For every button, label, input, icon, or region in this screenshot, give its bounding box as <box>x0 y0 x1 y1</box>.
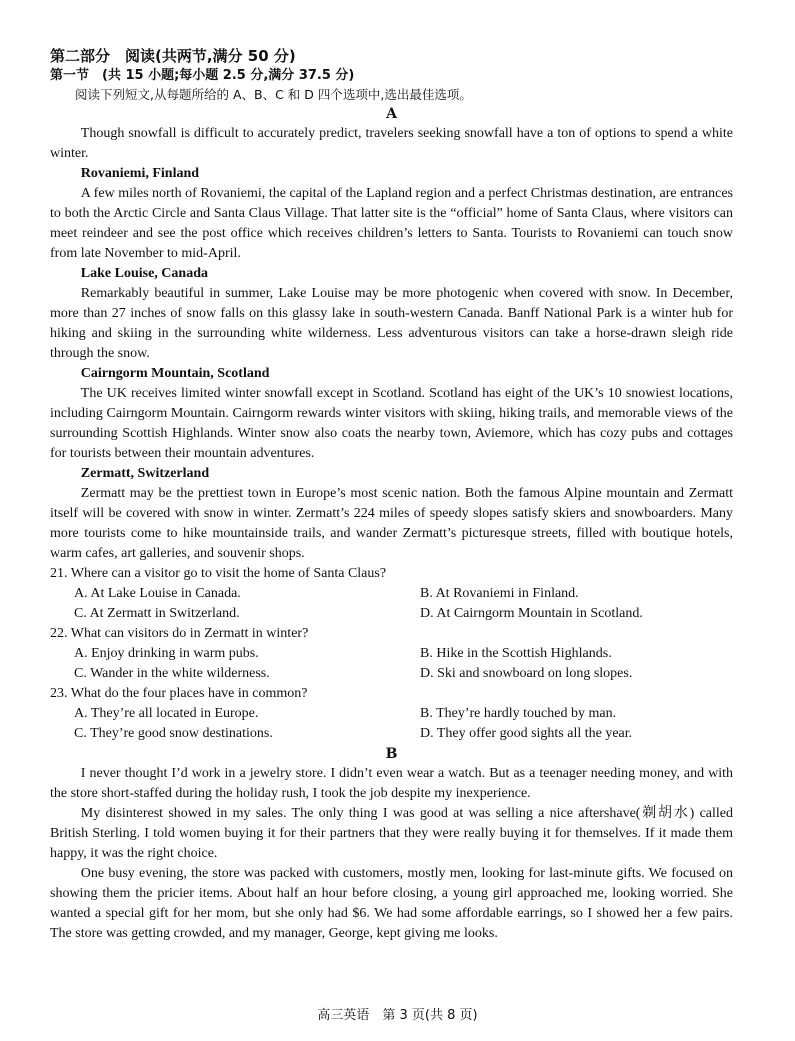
passage-b-letter: B <box>385 746 398 762</box>
instruction: 阅读下列短文,从每题所给的 A、B、C 和 D 四个选项中,选出最佳选项。 <box>75 87 472 102</box>
question-options <box>50 644 733 684</box>
place-heading: Zermatt, Switzerland <box>80 466 210 481</box>
option: A. They’re all located in Europe. <box>74 706 259 721</box>
place-paragraph: The UK receives limited winter snowfall except in Scotland. Scotland has eight of the UK’s 10 snowiest locations, including Cairngorm Mountain. Cairngorm rewards winter visitors with skiing, hiking trails, and memorable views of the surrounding Scottish Highlands. Winter snow also coats the nearby town, Aviemore, which has cozy pubs and cottages for tourists between their mountain adventures. <box>50 386 733 461</box>
question-stem: 23. What do the four places have in common? <box>50 686 308 701</box>
passage-b-paragraph: One busy evening, the store was packed with customers, mostly men, looking for last-minute gifts. We focused on showing them the pricier items. About half an hour before closing, a young girl approached me, looking worried. She wanted a special gift for her mom, but she only had $6. We had some affordable earrings, so I showed her a few pairs. The store was getting crowded, and my manager, George, kept giving me looks. <box>50 866 733 941</box>
place-heading: Cairngorm Mountain, Scotland <box>80 366 270 381</box>
question-options <box>50 584 733 624</box>
exam-page <box>50 46 733 944</box>
question-stem: 22. What can visitors do in Zermatt in winter? <box>50 626 309 641</box>
option: B. Hike in the Scottish Highlands. <box>420 646 612 661</box>
passage-a-intro: Though snowfall is difficult to accurately predict, travelers seeking snowfall have a ton of options to spend a white winter. <box>50 126 733 161</box>
page-footer: 高三英语 第 3 页(共 8 页) <box>317 1008 478 1023</box>
option: B. They’re hardly touched by man. <box>420 706 617 721</box>
option: C. At Zermatt in Switzerland. <box>74 606 240 621</box>
subsection-title: 第一节 (共 15 小题;每小题 2.5 分,满分 37.5 分) <box>50 68 355 83</box>
question-stem: 21. Where can a visitor go to visit the home of Santa Claus? <box>50 566 387 581</box>
question-options <box>50 704 733 744</box>
option: D. Ski and snowboard on long slopes. <box>420 666 633 681</box>
option: D. They offer good sights all the year. <box>420 726 633 741</box>
option: A. At Lake Louise in Canada. <box>74 586 241 601</box>
passage-a-letter: A <box>386 106 397 122</box>
passage-b-paragraph: My disinterest showed in my sales. The only thing I was good at was selling a nice aftershave(剃胡水) called British Sterling. I told women buying it for their partners that they were really buying it for themselves. If it made them happy, it was the right choice. <box>50 806 733 861</box>
place-heading: Lake Louise, Canada <box>80 266 208 281</box>
passage-b-paragraph: I never thought I’d work in a jewelry store. I didn’t even wear a watch. But as a teenager needing money, and with the store short-staffed during the holiday rush, I took the job despite my inexperience. <box>50 766 733 801</box>
option: C. Wander in the white wilderness. <box>74 666 270 681</box>
place-paragraph: Remarkably beautiful in summer, Lake Louise may be more photogenic when covered with snow. In December, more than 27 inches of snow falls on this glassy lake in south-western Canada. Banff National Park is a winter hub for hiking and skiing in the surrounding white wilderness. Less adventurous visitors can take a horse-drawn sleigh ride through the snow. <box>50 286 733 361</box>
section-title: 第二部分 阅读(共两节,满分 50 分) <box>50 47 296 65</box>
place-heading: Rovaniemi, Finland <box>80 166 200 181</box>
option: A. Enjoy drinking in warm pubs. <box>74 646 259 661</box>
option: C. They’re good snow destinations. <box>74 726 273 741</box>
option: D. At Cairngorm Mountain in Scotland. <box>420 606 643 621</box>
place-paragraph: A few miles north of Rovaniemi, the capital of the Lapland region and a perfect Christmas destination, are entrances to both the Arctic Circle and Santa Claus Village. That latter site is the “official” home of Santa Claus, where visitors can meet reindeer and see the post office which receives children’s letters to Santa. Tourists to Rovaniemi can touch snow from late November to mid-April. <box>50 186 733 261</box>
place-paragraph: Zermatt may be the prettiest town in Europe’s most scenic nation. Both the famous Alpine mountain and Zermatt itself will be covered with snow in winter. Zermatt’s 224 miles of speedy slopes satisfy skiers and snowboarders. Many more tourists come to hike mountainside trails, and wander Zermatt’s picturesque streets, filled with boutique hotels, warm cafes, art galleries, and souvenir shops. <box>50 486 733 561</box>
option: B. At Rovaniemi in Finland. <box>420 586 579 601</box>
